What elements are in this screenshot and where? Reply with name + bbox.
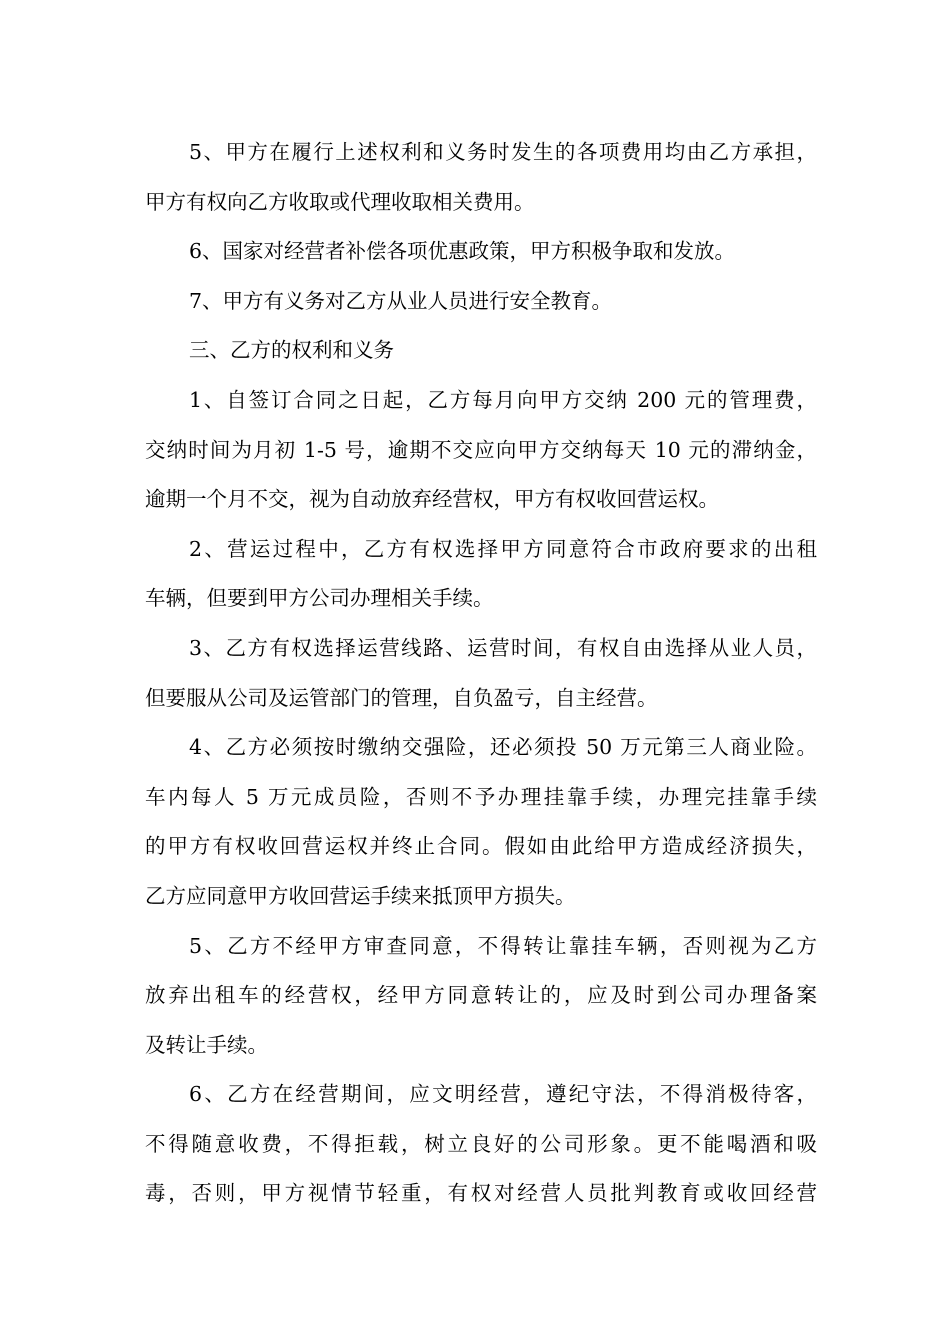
text-line: 不得随意收费，不得拒载，树立良好的公司形象。更不能喝酒和吸 [145, 1131, 817, 1156]
text-line: 车辆，但要到甲方公司办理相关手续。 [145, 586, 494, 611]
text-line: 及转让手续。 [145, 1032, 268, 1057]
text-line: 5、甲方在履行上述权利和义务时发生的各项费用均由乙方承担， [189, 140, 817, 164]
section-heading: 三、乙方的权利和义务 [189, 338, 394, 363]
text-line: 交纳时间为月初 1-5 号，逾期不交应向甲方交纳每天 10 元的滞纳金， [145, 437, 817, 462]
text-line: 甲方有权向乙方收取或代理收取相关费用。 [145, 189, 535, 214]
text-line: 7、甲方有义务对乙方从业人员进行安全教育。 [189, 288, 613, 313]
text-line: 逾期一个月不交，视为自动放弃经营权，甲方有权收回营运权。 [145, 487, 719, 512]
document-body [145, 128, 817, 1219]
text-line: 的甲方有权收回营运权并终止合同。假如由此给甲方造成经济损失， [145, 834, 817, 859]
text-line: 2、营运过程中，乙方有权选择甲方同意符合市政府要求的出租 [189, 536, 817, 561]
text-line: 但要服从公司及运管部门的管理，自负盈亏，自主经营。 [145, 685, 658, 710]
text-line: 3、乙方有权选择运营线路、运营时间，有权自由选择从业人员， [189, 635, 817, 660]
text-line: 放弃出租车的经营权，经甲方同意转让的，应及时到公司办理备案 [145, 983, 817, 1008]
text-line: 4、乙方必须按时缴纳交强险，还必须投 50 万元第三人商业险。 [189, 735, 817, 760]
text-line: 1、自签订合同之日起，乙方每月向甲方交纳 200 元的管理费， [189, 387, 817, 412]
text-line: 车内每人 5 万元成员险，否则不予办理挂靠手续，办理完挂靠手续 [145, 784, 817, 809]
text-line: 毒，否则，甲方视情节轻重，有权对经营人员批判教育或收回经营 [145, 1181, 817, 1206]
text-line: 5、乙方不经甲方审查同意，不得转让靠挂车辆，否则视为乙方 [189, 933, 817, 958]
text-line: 6、国家对经营者补偿各项优惠政策，甲方积极争取和发放。 [189, 239, 736, 264]
text-line: 乙方应同意甲方收回营运手续来抵顶甲方损失。 [145, 883, 576, 908]
text-line: 6、乙方在经营期间，应文明经营，遵纪守法，不得消极待客， [189, 1082, 817, 1107]
